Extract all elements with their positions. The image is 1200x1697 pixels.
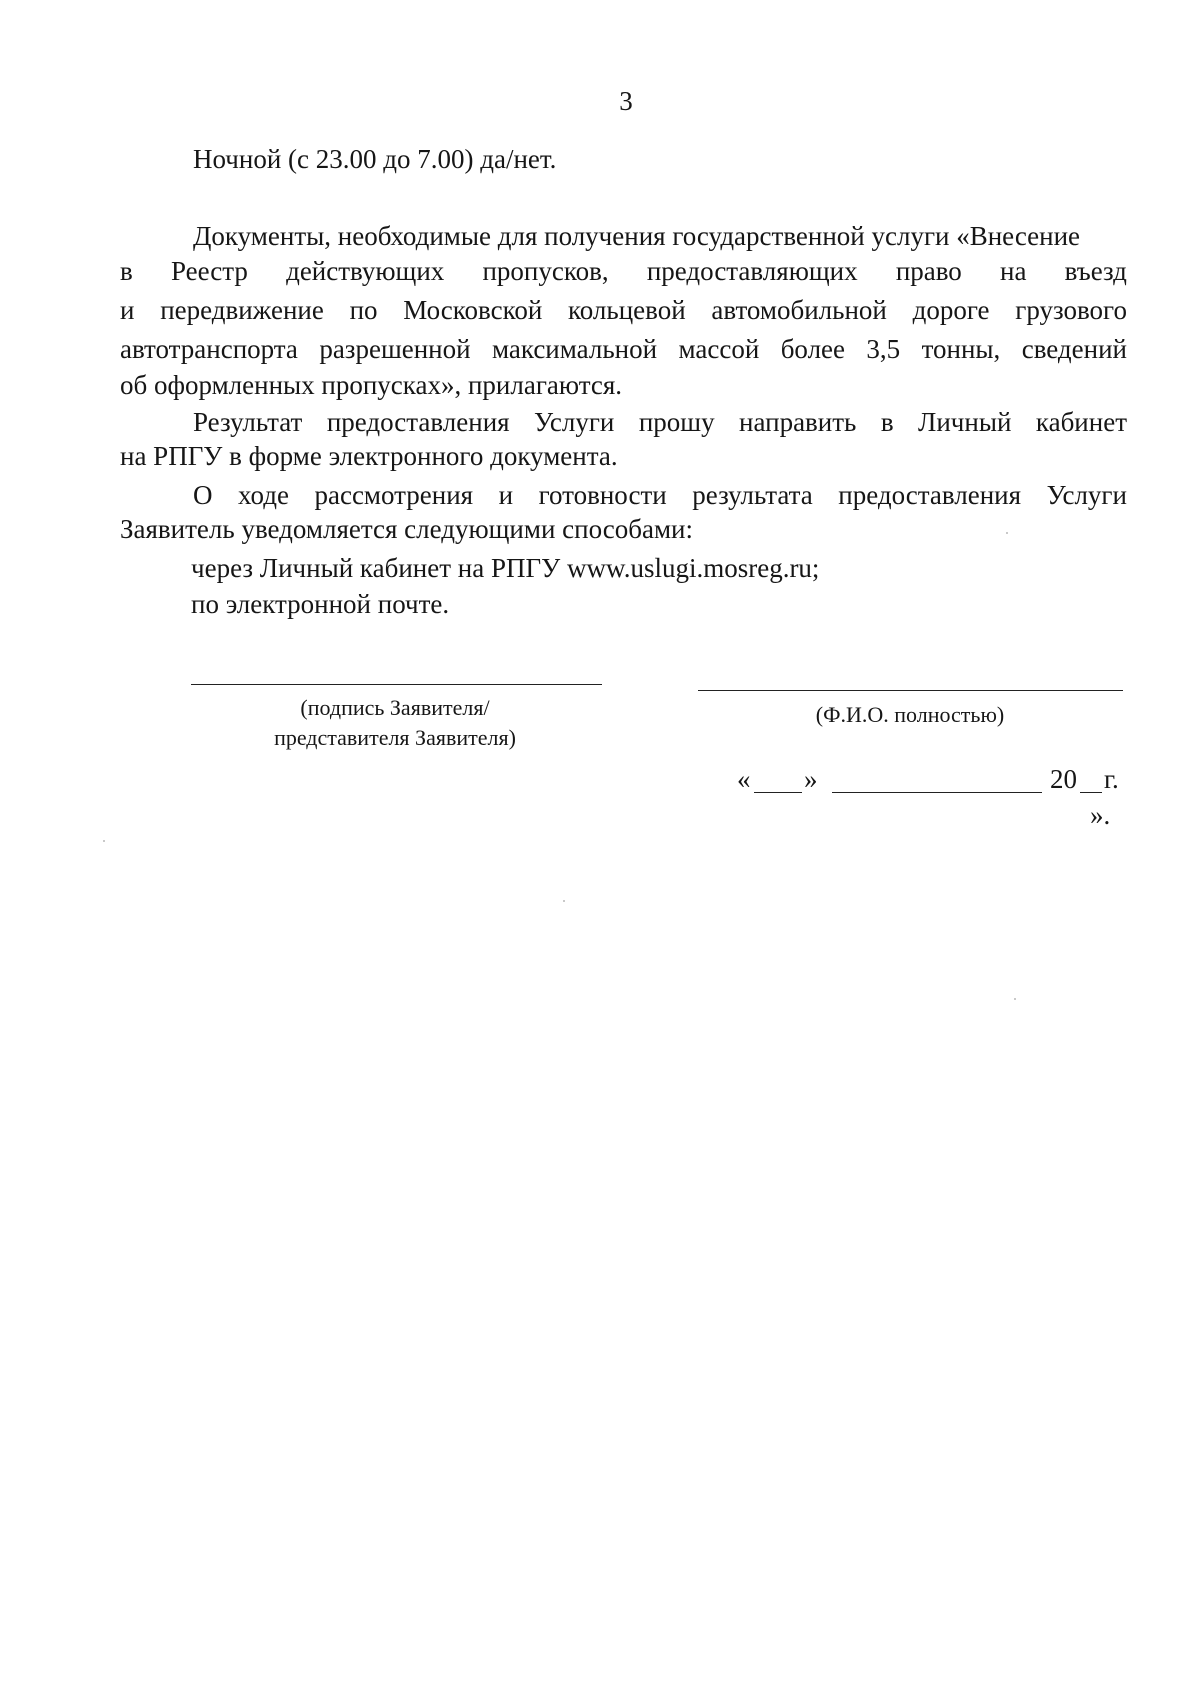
word: более xyxy=(780,334,846,364)
day-blank xyxy=(754,792,802,793)
word: сведений xyxy=(1021,334,1127,364)
word: дороге xyxy=(912,295,990,325)
word: Услуги xyxy=(1046,480,1127,510)
word: автомобильной xyxy=(711,295,887,325)
documents-paragraph-line-3 xyxy=(120,297,1127,324)
documents-paragraph-line-1: Документы, необходимые для получения государственной услуги «Внесение xyxy=(193,221,1081,251)
year-prefix: 20 xyxy=(1050,764,1077,794)
word: готовности xyxy=(538,480,667,510)
word: предоставления xyxy=(838,480,1022,510)
word: кабинет xyxy=(1035,407,1127,437)
word: Результат xyxy=(193,407,303,437)
word: по xyxy=(349,295,378,325)
word: Услуги xyxy=(534,407,615,437)
closing-quote: ». xyxy=(1090,800,1111,830)
word: результата xyxy=(692,480,813,510)
word: прошу xyxy=(638,407,715,437)
night-line: Ночной (с 23.00 до 7.00) да/нет. xyxy=(193,144,557,174)
word: кольцевой xyxy=(568,295,686,325)
notify-method-cabinet: через Личный кабинет на РПГУ www.uslugi.mosreg.ru; xyxy=(191,553,820,583)
year-blank xyxy=(1080,792,1102,793)
scan-speck xyxy=(1014,998,1016,1000)
signature-caption xyxy=(200,693,590,752)
page-number: 3 xyxy=(619,86,633,116)
word: предоставляющих xyxy=(646,256,858,286)
word: тонны, xyxy=(921,334,1001,364)
word: право xyxy=(895,256,962,286)
notify-paragraph-line-1 xyxy=(193,482,1127,509)
word: Личный xyxy=(918,407,1012,437)
notify-paragraph-line-2: Заявитель уведомляется следующими способами: xyxy=(120,514,693,544)
documents-paragraph-line-4 xyxy=(120,336,1127,363)
full-name-line xyxy=(698,690,1123,691)
word: в xyxy=(880,407,894,437)
result-paragraph-line-1 xyxy=(193,409,1127,436)
date-close-quote: » xyxy=(804,764,818,794)
word: разрешенной xyxy=(319,334,471,364)
word: предоставления xyxy=(326,407,510,437)
month-blank xyxy=(832,792,1042,793)
date-row xyxy=(732,764,1122,798)
word: массой xyxy=(678,334,760,364)
word: и xyxy=(120,295,135,325)
word: действующих xyxy=(286,256,445,286)
word: рассмотрения xyxy=(314,480,474,510)
scan-speck xyxy=(1006,532,1008,534)
documents-paragraph-line-2 xyxy=(120,258,1127,285)
documents-paragraph-line-5: об оформленных пропусках», прилагаются. xyxy=(120,370,622,400)
signature-caption-line-1: (подпись Заявителя/ xyxy=(300,695,490,720)
word: и xyxy=(498,480,514,510)
scan-speck xyxy=(103,840,105,842)
word: передвижение xyxy=(160,295,324,325)
signature-caption-line-2: представителя Заявителя) xyxy=(274,724,516,750)
notify-method-email: по электронной почте. xyxy=(191,589,450,619)
result-paragraph-line-2: на РПГУ в форме электронного документа. xyxy=(120,441,618,471)
word: максимальной xyxy=(491,334,658,364)
word: въезд xyxy=(1064,256,1127,286)
word: грузового xyxy=(1015,295,1127,325)
year-suffix: г. xyxy=(1104,764,1119,794)
word: ходе xyxy=(238,480,289,510)
word: пропусков, xyxy=(482,256,609,286)
date-open-quote: « xyxy=(737,764,751,794)
word: Реестр xyxy=(170,256,248,286)
word: автотранспорта xyxy=(120,334,298,364)
signature-line xyxy=(191,684,602,685)
word: О xyxy=(193,480,213,510)
word: в xyxy=(120,256,133,286)
scan-speck xyxy=(563,900,565,902)
word: 3,5 xyxy=(866,334,901,364)
word: направить xyxy=(739,407,857,437)
word: Московской xyxy=(403,295,543,325)
word: на xyxy=(1000,256,1027,286)
full-name-caption: (Ф.И.О. полностью) xyxy=(815,702,1005,727)
